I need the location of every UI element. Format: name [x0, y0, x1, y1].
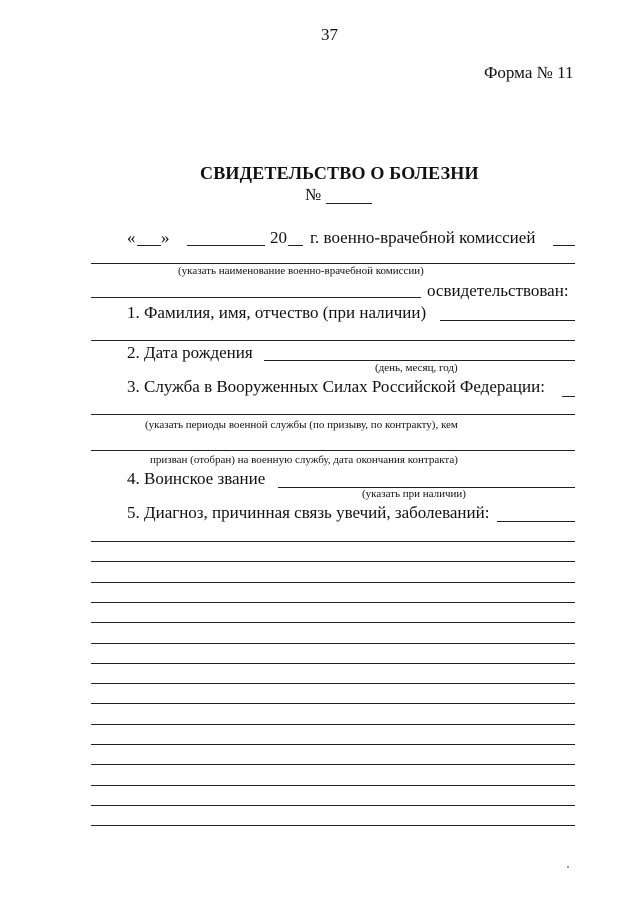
date-close-quote: »	[161, 228, 170, 247]
commission-text: г. военно-врачебной комиссией	[310, 228, 536, 247]
diagnosis-line[interactable]	[91, 622, 575, 623]
item-birth-date-label: 2. Дата рождения	[127, 343, 253, 362]
diagnosis-line[interactable]	[91, 582, 575, 583]
commission-field-start[interactable]	[553, 245, 575, 246]
diagnosis-field-start[interactable]	[497, 521, 575, 522]
number-label: №	[305, 185, 322, 204]
birth-date-hint: (день, месяц, год)	[375, 362, 458, 374]
rank-hint: (указать при наличии)	[362, 488, 466, 500]
diagnosis-line[interactable]	[91, 764, 575, 765]
diagnosis-line[interactable]	[91, 541, 575, 542]
diagnosis-line[interactable]	[91, 724, 575, 725]
birth-date-field[interactable]	[264, 360, 575, 361]
examined-label: освидетельствован:	[427, 281, 569, 300]
commission-name-hint: (указать наименование военно-врачебной комиссии)	[178, 265, 424, 277]
commission-name-line-2[interactable]	[91, 297, 421, 298]
service-line-2[interactable]	[91, 450, 575, 451]
scan-speck	[567, 866, 569, 868]
diagnosis-line[interactable]	[91, 561, 575, 562]
page-number: 37	[321, 25, 338, 44]
service-line-1[interactable]	[91, 414, 575, 415]
diagnosis-line[interactable]	[91, 785, 575, 786]
diagnosis-line[interactable]	[91, 602, 575, 603]
form-label: Форма № 11	[484, 63, 574, 82]
document-title: СВИДЕТЕЛЬСТВО О БОЛЕЗНИ	[200, 163, 479, 183]
month-field[interactable]	[187, 245, 265, 246]
diagnosis-line[interactable]	[91, 703, 575, 704]
full-name-field[interactable]	[440, 320, 575, 321]
item-diagnosis-label: 5. Диагноз, причинная связь увечий, заболеваний:	[127, 503, 490, 522]
item-service-label: 3. Служба в Вооруженных Силах Российской Федерации:	[127, 377, 545, 396]
service-periods-hint-cont: призван (отобран) на военную службу, дата окончания контракта)	[150, 454, 458, 466]
full-name-line-2[interactable]	[91, 340, 575, 341]
diagnosis-line[interactable]	[91, 744, 575, 745]
diagnosis-line[interactable]	[91, 825, 575, 826]
item-full-name-label: 1. Фамилия, имя, отчество (при наличии)	[127, 303, 427, 322]
year-field[interactable]	[288, 245, 303, 246]
diagnosis-line[interactable]	[91, 805, 575, 806]
service-field-start[interactable]	[562, 396, 575, 397]
service-periods-hint: (указать периоды военной службы (по призыву, по контракту), кем	[145, 419, 458, 431]
year-prefix: 20	[270, 228, 287, 247]
commission-name-line[interactable]	[91, 263, 575, 264]
diagnosis-line[interactable]	[91, 643, 575, 644]
date-open-quote: «	[127, 228, 136, 247]
document-number-field[interactable]	[326, 203, 372, 204]
diagnosis-line[interactable]	[91, 663, 575, 664]
diagnosis-line[interactable]	[91, 683, 575, 684]
item-rank-label: 4. Воинское звание	[127, 469, 266, 488]
day-field[interactable]	[137, 245, 161, 246]
